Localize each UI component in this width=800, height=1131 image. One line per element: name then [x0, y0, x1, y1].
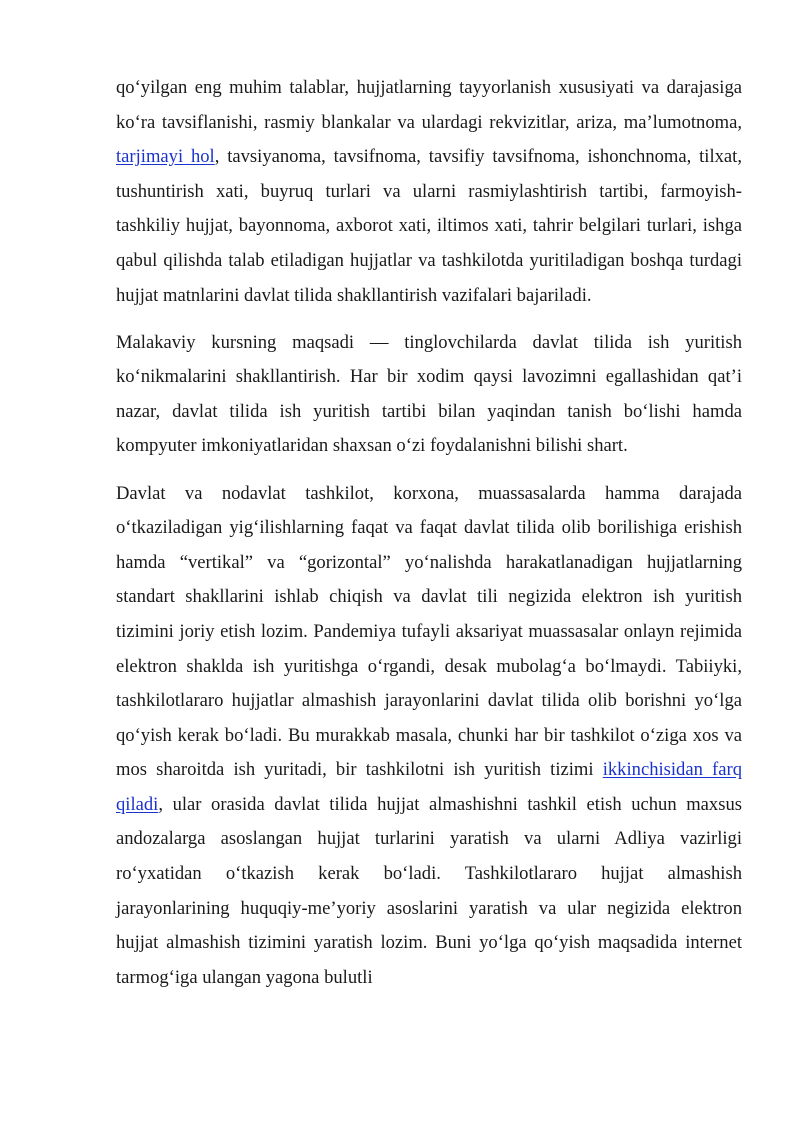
paragraph-2-text: Malakaviy kursning maqsadi — tinglovchilarda davlat tilida ish yuritish ko‘nikmalarini shakllantirish. Har bir xodim qaysi lavozimni egallashidan qat’i nazar, davlat tilida ish yuritish tartibi bilan yaqindan tanish bo‘lishi hamda kompyuter imkoniyatlaridan shaxsan o‘zi foydalanishni bilishi shart. — [116, 331, 742, 457]
paragraph-1 — [116, 71, 742, 313]
paragraph-3 — [116, 477, 742, 996]
paragraph-3-text: Davlat va nodavlat tashkilot, korxona, muassasalarda hamma darajada o‘tkaziladigan yig‘ilishlarning faqat va faqat davlat tilida olib borilishiga erishish hamda “vertikal” va “gorizontal” yo‘nalishda harakatlanadigan hujjatlarning standart shakllarini ishlab chiqish va davlat tili negizida elektron ish yuritish tizimini joriy etish lozim. Pandemiya tufayli aksariyat muassasalar onlayn rejimida elektron shaklda ish yuritishga o‘rgandi, desak mubolag‘a bo‘lmaydi. Tabiiyki, tashkilotlararo hujjatlar almashish jarayonlarini davlat tilida olib borishni yo‘lga qo‘yish kerak bo‘ladi. Bu murakkab masala, chunki har bir tashkilot o‘ziga xos va mos sharoitda ish yuritadi, bir tashkilotni ish yuritish tizimi — [116, 482, 742, 781]
link-ikkinchisidan-farq-qiladi[interactable]: ikkinchisidan farq qiladi — [116, 759, 742, 815]
paragraph-2 — [116, 326, 742, 464]
paragraph-1-text-cont: , tavsiyanoma, tavsifnoma, tavsifiy tavsifnoma, ishonchnoma, tilxat, tushuntirish xati, buyruq turlari va ularni rasmiylashtirish tartibi, farmoyish-tashkiliy hujjat, bayonnoma, axborot xati, iltimos xati, tahrir belgilari turlari, ishga qabul qilishda talab etiladigan hujjatlar va tashkilotda yuritiladigan boshqa turdagi hujjat matnlarini davlat tilida shakllantirish vazifalari bajariladi. — [116, 146, 742, 306]
document-page — [116, 71, 742, 995]
paragraph-3-text-cont: , ular orasida davlat tilida hujjat almashishni tashkil etish uchun maxsus andozalarga asoslangan hujjat turlarini yaratish va ularni Adliya vazirligi ro‘yxatidan o‘tkazish kerak bo‘ladi. Tashkilotlararo hujjat almashish jarayonlarining huquqiy-me’yoriy asoslarini yaratish va ular negizida elektron hujjat almashish tizimini yaratish lozim. Buni yo‘lga qo‘yish maqsadida internet tarmog‘iga ulangan yagona bulutli — [116, 793, 742, 988]
link-tarjimayi-hol[interactable]: tarjimayi hol — [116, 146, 215, 168]
paragraph-1-text: qo‘yilgan eng muhim talablar, hujjatlarning tayyorlanish xususiyati va darajasiga ko‘ra tavsiflanishi, rasmiy blankalar va ulardagi rekvizitlar, ariza, ma’lumotnoma, — [116, 77, 742, 133]
